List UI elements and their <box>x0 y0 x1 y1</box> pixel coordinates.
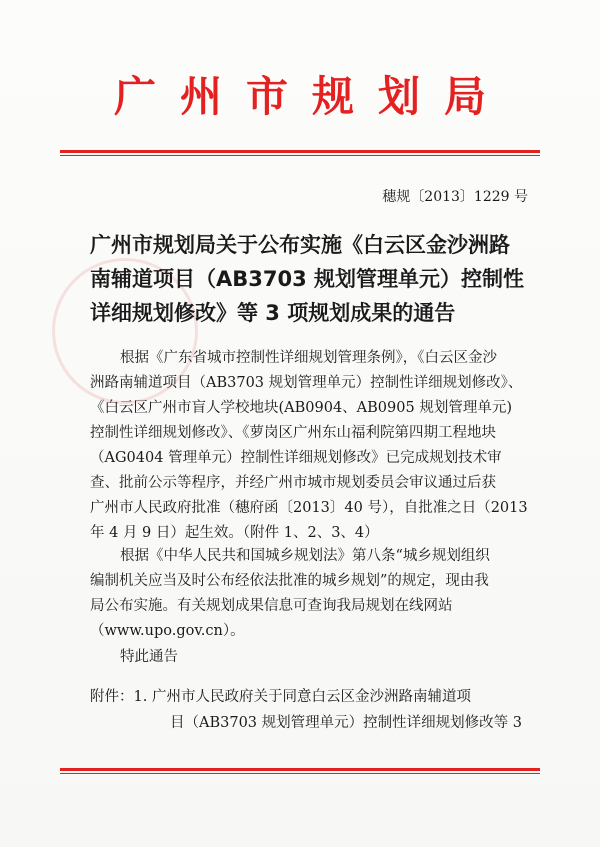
attachment-item-1: 1. 广州市人民政府关于同意白云区金沙洲路南辅道项 <box>133 689 471 705</box>
paragraph-line: （www.upo.gov.cn）。 <box>90 623 245 639</box>
paragraph-line: 编制机关应当及时公布经依法批准的城乡规划”的规定，现由我 <box>90 573 489 589</box>
closing-line <box>90 645 530 670</box>
attachment-line: 目（AB3703 规划管理单元）控制性详细规划修改等 3 <box>170 715 522 731</box>
org-masthead-title: 广州市规划局 <box>113 72 510 121</box>
paragraph-line: 根据《广东省城市控制性详细规划管理条例》，《白云区金沙 <box>120 350 497 366</box>
paragraph-line: 控制性详细规划修改》、《萝岗区广州东山福利院第四期工程地块 <box>90 425 496 441</box>
masthead-red-rule-thick <box>60 150 540 153</box>
notice-title-line: 详细规划修改》等 3 项规划成果的通告 <box>90 301 456 325</box>
paragraph-line: 局公布实施。有关规划成果信息可查询我局规划在线网站 <box>90 598 453 614</box>
attachment-line <box>90 684 540 710</box>
body-paragraph-1 <box>90 346 530 546</box>
paragraph-line: 年 4 月 9 日）起生效。（附件 1、2、3、4） <box>90 525 379 541</box>
footer-red-rule-thick <box>60 768 540 771</box>
paragraph-line: 根据《中华人民共和国城乡规划法》第八条“城乡规划组织 <box>120 548 490 564</box>
footer-red-rule-thin <box>60 773 540 774</box>
paragraph-line: 洲路南辅道项目（AB3703 规划管理单元）控制性详细规划修改》、 <box>90 375 523 391</box>
notice-title-line: 南辅道项目（AB3703 规划管理单元）控制性 <box>90 267 525 291</box>
attachments-label: 附件： <box>90 689 134 705</box>
paragraph-line: （AG0404 管理单元）控制性详细规划修改》已完成规划技术审 <box>90 450 502 466</box>
document-number: 穗规〔2013〕1229 号 <box>382 189 528 205</box>
closing-text: 特此通告 <box>120 649 178 665</box>
body-paragraph-2 <box>90 544 530 644</box>
paragraph-line: 广州市人民政府批准（穗府函〔2013〕40 号），自批准之日（2013 <box>90 500 528 516</box>
attachments-block <box>90 684 540 736</box>
paragraph-line: 《白云区广州市盲人学校地块(AB0904、AB0905 规划管理单元) <box>90 400 512 416</box>
paragraph-line: 查、批前公示等程序，并经广州市城市规划委员会审议通过后获 <box>90 475 496 491</box>
notice-title <box>90 228 525 330</box>
masthead-red-rule-thin <box>60 155 540 156</box>
notice-title-line: 广州市规划局关于公布实施《白云区金沙洲路 <box>90 233 510 257</box>
